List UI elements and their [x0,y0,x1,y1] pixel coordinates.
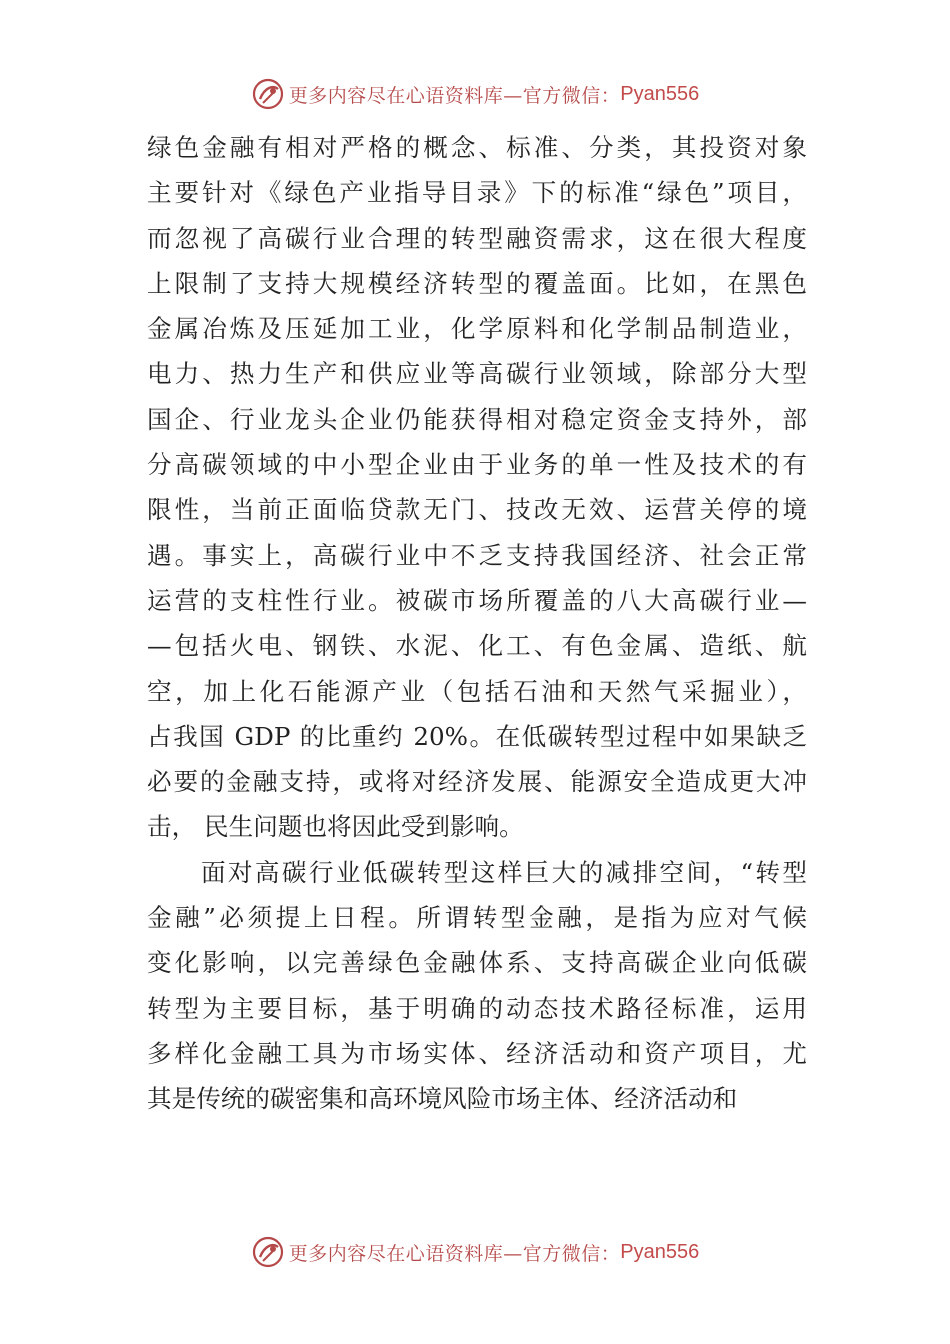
header-banner[interactable] [0,74,950,114]
text-line: 限性，当前正面临贷款无门、技改无效、运营关停的境 [147,495,807,525]
text-line: 占我国 GDP 的比重约 20%。在低碳转型过程中如果缺乏 [147,721,807,751]
text-line: 其是传统的碳密集和高环境风险市场主体、经济活动和 [147,1084,738,1114]
text-line: —包括火电、钢铁、水泥、化工、有色金属、造纸、航 [147,631,807,661]
text-line: 绿色金融有相对严格的概念、标准、分类，其投资对象 [147,133,807,162]
text-line: 击， 民生问题也将因此受到影响。 [147,812,524,842]
text-line: 国企、行业龙头企业仍能获得相对稳定资金支持外，部 [147,404,807,434]
paragraph-2 [147,850,807,1122]
text-line: 主要针对《绿色产业指导目录》下的标准“绿色”项目， [147,178,807,208]
text-line: 必要的金融支持，或将对经济发展、能源安全造成更大冲 [147,767,807,797]
text-line: 空，加上化石能源产业（包括石油和天然气采掘业）， [147,676,807,706]
logo-icon [251,1235,285,1269]
header-promo-text: 更多内容尽在心语资料库—官方微信： [288,84,621,107]
document-body [147,125,807,1122]
text-line: 电力、热力生产和供应业等高碳行业领域，除部分大型 [147,359,807,389]
text-line: 转型为主要目标，基于明确的动态技术路径标准，运用 [147,993,807,1023]
logo-icon [251,77,285,111]
footer-wechat-id: Pyan556 [620,1240,700,1263]
text-line: 面对高碳行业低碳转型这样巨大的减排空间，“转型 [147,857,807,887]
text-line: 而忽视了高碳行业合理的转型融资需求，这在很大程度 [147,223,807,253]
text-line: 金融”必须提上日程。所谓转型金融，是指为应对气候 [147,903,807,933]
text-line: 多样化金融工具为市场实体、经济活动和资产项目，尤 [147,1038,807,1068]
paragraph-1 [147,125,807,850]
header-wechat-id: Pyan556 [620,82,700,105]
footer-promo-text: 更多内容尽在心语资料库—官方微信： [288,1242,621,1265]
text-line: 运营的支柱性行业。被碳市场所覆盖的八大高碳行业— [147,585,807,615]
text-line: 分高碳领域的中小型企业由于业务的单一性及技术的有 [147,450,807,480]
text-line: 金属冶炼及压延加工业，化学原料和化学制品制造业， [147,314,807,344]
text-line: 上限制了支持大规模经济转型的覆盖面。比如，在黑色 [147,268,807,298]
footer-banner[interactable] [0,1232,950,1272]
text-line: 遇。事实上，高碳行业中不乏支持我国经济、社会正常 [147,540,807,570]
text-line: 变化影响，以完善绿色金融体系、支持高碳企业向低碳 [147,948,807,978]
